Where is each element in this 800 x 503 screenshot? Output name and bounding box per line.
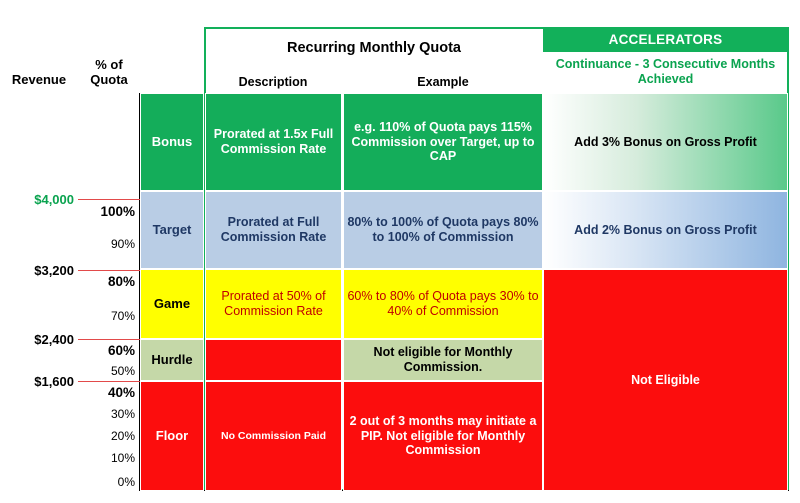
recurring-monthly-quota-header: Recurring Monthly Quota <box>287 40 461 57</box>
description-cell-game: Prorated at 50% of Commission Rate <box>205 269 342 339</box>
tier-cell-game: Game <box>140 269 204 339</box>
revenue-line-1600 <box>78 381 140 382</box>
example-cell-hurdle: Not eligible for Monthly Commission. <box>343 339 543 381</box>
example-cell-floor: 2 out of 3 months may initiate a PIP. Not eligible for Monthly Commission <box>343 381 543 491</box>
pct-tick-50: 50% <box>110 364 135 378</box>
pct-tick-100: 100% <box>100 203 135 219</box>
description-cell-floor: No Commission Paid <box>205 381 342 491</box>
percent-quota-header <box>78 52 140 92</box>
tier-cell-target: Target <box>140 191 204 269</box>
example-cell-target: 80% to 100% of Quota pays 80% to 100% of Commission <box>343 191 543 269</box>
pct-tick-80: 80% <box>107 273 135 289</box>
revenue-label-2400: $2,400 <box>34 331 74 347</box>
percent-quota-header-line2: Quota <box>90 72 128 87</box>
pct-tick-30: 30% <box>110 407 135 421</box>
revenue-label-4000: $4,000 <box>34 191 74 207</box>
pct-tick-0: 0% <box>117 475 135 489</box>
accelerator-cell-target: Add 2% Bonus on Gross Profit <box>543 191 788 269</box>
pct-tick-10: 10% <box>110 451 135 465</box>
pct-tick-40: 40% <box>107 384 135 400</box>
revenue-label-1600: $1,600 <box>34 373 74 389</box>
continuance-subheader-line1: Continuance - 3 Consecutive Months <box>555 57 776 72</box>
revenue-line-4000 <box>78 199 140 200</box>
accelerator-cell-not-eligible: Not Eligible <box>543 269 788 491</box>
continuance-subheader-line2: Achieved <box>637 72 694 86</box>
accelerators-header: ACCELERATORS <box>543 28 788 52</box>
revenue-line-3200 <box>78 270 140 271</box>
description-column-header: Description <box>238 74 308 89</box>
description-cell-hurdle <box>205 339 342 381</box>
example-cell-game: 60% to 80% of Quota pays 30% to 40% of Commission <box>343 269 543 339</box>
tier-cell-floor: Floor <box>140 381 204 491</box>
description-cell-target: Prorated at Full Commission Rate <box>205 191 342 269</box>
percent-quota-header-line1: % of <box>95 56 123 72</box>
example-cell-bonus: e.g. 110% of Quota pays 115% Commission over Target, up to CAP <box>343 93 543 191</box>
tier-cell-bonus: Bonus <box>140 93 204 191</box>
revenue-axis-header: Revenue <box>11 72 67 88</box>
revenue-line-2400 <box>78 339 140 340</box>
description-cell-bonus: Prorated at 1.5x Full Commission Rate <box>205 93 342 191</box>
pct-tick-20: 20% <box>110 429 135 443</box>
tier-cell-hurdle: Hurdle <box>140 339 204 381</box>
pct-tick-70: 70% <box>110 309 135 323</box>
continuance-subheader <box>543 52 788 92</box>
pct-tick-90: 90% <box>110 237 135 251</box>
revenue-label-3200: $3,200 <box>34 262 74 278</box>
pct-tick-60: 60% <box>107 342 135 358</box>
example-column-header: Example <box>417 74 469 89</box>
accelerator-cell-bonus: Add 3% Bonus on Gross Profit <box>543 93 788 191</box>
